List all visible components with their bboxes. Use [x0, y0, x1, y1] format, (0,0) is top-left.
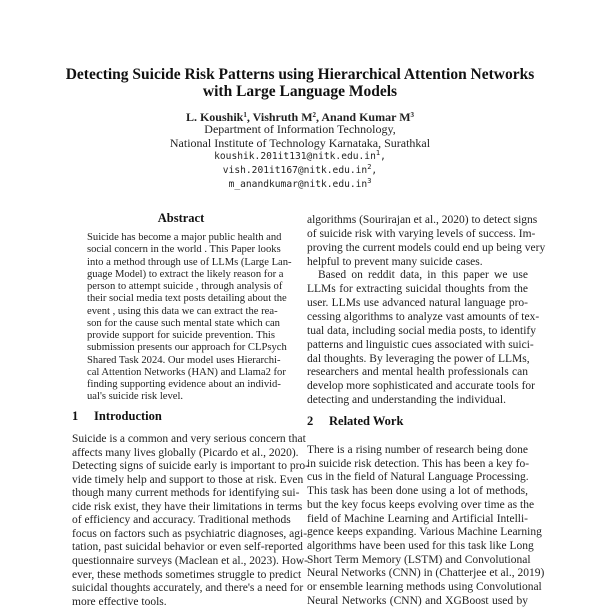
department: Department of Information Technology,: [204, 122, 396, 136]
institute: National Institute of Technology Karnataka, Surathkal: [169, 136, 431, 150]
email-text: vish.201it167@nitk.edu.in: [222, 165, 368, 176]
email-text: m_anandkumar@nitk.edu.in: [228, 179, 368, 190]
text-line: event , using this data we can extract the rea-: [87, 305, 278, 317]
text-line: helpful to prevent many suicide cases.: [307, 255, 483, 268]
text-line: proving the current models could end up being very: [307, 241, 546, 254]
text-line: though many current methods for identifying sui-: [72, 487, 300, 500]
text-line: guage Model) to extract the likely reason for a: [87, 268, 284, 280]
text-line: in suicide risk detection. This has been a key fo-: [307, 457, 530, 470]
text-line: questionnaire surveys (Maclean et al., 2023). How-: [72, 554, 308, 567]
email-mark: 2: [367, 163, 372, 171]
text-line: cus in the field of Natural Language Processing.: [307, 471, 529, 484]
text-line: tation, past suicidal behavior or even self-reported: [72, 541, 303, 554]
email-mark: 3: [367, 177, 372, 185]
author-name: Anand Kumar M: [321, 110, 411, 124]
text-line: Detecting signs of suicide early is important to pro-: [72, 460, 309, 473]
email-text: koushik.201it131@nitk.edu.in: [214, 151, 376, 162]
text-line: This task has been done using a lot of methods,: [307, 485, 528, 498]
text-line: of suicide risk with varying levels of success. Im-: [307, 227, 536, 240]
section-number: 1: [72, 409, 79, 423]
text-line: ever, these methods sometimes struggle to predict: [72, 568, 302, 581]
author-affiliation-mark: 1: [243, 111, 247, 119]
author-email: [0, 179, 600, 190]
text-line: more effective tools.: [72, 595, 167, 608]
author-name: L. Koushik: [185, 110, 244, 124]
author-affiliation-mark: 3: [410, 111, 415, 119]
section-heading-related-work: [307, 414, 403, 429]
text-line: Shared Task 2024. Our model uses Hierarchi-: [87, 354, 281, 366]
text-line: detecting and understanding the individual.: [307, 394, 506, 407]
email-sep: ,: [380, 151, 386, 162]
text-line: focus on factors such as psychiatric diagnoses, agi-: [72, 527, 308, 540]
text-line: Neural Networks (CNN) in (Chatterjee et al., 2019): [307, 567, 545, 580]
text-line: their social media text posts detailing about the: [87, 293, 287, 305]
author-name: Vishruth M: [252, 110, 313, 124]
author-list: L. Koushik$^1$, Vishruth $M^2$, Anand Kumar $M^3$: [185, 110, 415, 124]
text-line: into a method through use of LLMs (Large Lan-: [87, 256, 292, 268]
text-line: patterns and linguistic cues associated with suici-: [307, 338, 534, 351]
text-line: dal thoughts. By leveraging the power of LLMs,: [307, 352, 530, 365]
section-number: 2: [307, 414, 314, 428]
text-line: algorithms (Sourirajan et al., 2020) to detect signs: [307, 214, 538, 226]
section-title: Introduction: [94, 409, 162, 423]
text-line: vide timely help and support to those at risk. Even: [72, 473, 304, 486]
text-line: Suicide has become a major public health and: [87, 232, 282, 243]
text-line: of efficiency and accuracy. Traditional methods: [72, 514, 291, 527]
text-line: researchers and mental health professionals can: [307, 366, 528, 379]
text-line: Based on reddit data, in this paper we use: [318, 269, 528, 282]
text-line: Neural Networks (CNN) and XGBoost used by: [307, 594, 528, 607]
text-line: finding supporting evidence about an individ-: [87, 379, 281, 390]
author-affiliation-mark: 2: [312, 111, 317, 119]
text-line: ual's suicide risk level.: [87, 391, 184, 403]
text-line: person to attempt suicide , through analysis of: [87, 281, 283, 292]
text-line: cide risk exist, they have their limitations in terms: [72, 500, 303, 513]
text-line: or ensemble learning methods using Convolutional: [307, 581, 542, 593]
section-title: Related Work: [329, 414, 404, 428]
text-line: provide support for suicide prevention. This: [87, 330, 275, 341]
text-line: algorithms have been used for this task like Long: [307, 539, 534, 552]
email-sep: ,: [371, 165, 378, 176]
paper-title-line-2: with Large Language Models: [202, 83, 398, 100]
text-line: Short Term Memory (LSTM) and Convolutional: [307, 553, 531, 566]
text-line: cal Attention Networks (HAN) and Llama2 for: [87, 366, 286, 378]
text-line: but the key focus keeps evolving over time as the: [307, 498, 535, 511]
text-line: tual data, including social media posts, to identify: [307, 324, 536, 337]
text-line: LLMs for extracting suicidal thoughts from the: [307, 283, 528, 296]
text-line: son for the cause such mental state which can: [87, 317, 280, 329]
text-line: develop more sophisticated and accurate tools for: [307, 380, 536, 393]
text-line: affects many lives globally (Picardo et al., 2020).: [72, 446, 299, 459]
email-mark: 1: [375, 149, 381, 157]
section-heading-introduction: [72, 409, 162, 424]
text-line: gence keeps expanding. Various Machine Learning: [307, 526, 542, 539]
text-line: field of Machine Learning and Artificial Intelli-: [307, 512, 528, 525]
text-line: There is a rising number of research being done: [307, 444, 528, 456]
text-line: suicidal thoughts accurately, and there's a need for: [72, 582, 304, 595]
text-line: user. LLMs use advanced natural language pro-: [307, 297, 528, 310]
text-line: submission presents our approach for CLPsych: [87, 342, 287, 354]
author-email: [0, 151, 600, 162]
text-line: social concern in the world . This Paper looks: [87, 244, 281, 256]
abstract-heading: Abstract: [157, 211, 205, 225]
paper-title-line-1: Detecting Suicide Risk Patterns using Hierarchical Attention Networks: [65, 66, 535, 83]
text-line: cessing algorithms to analyze vast amounts of tex-: [307, 310, 540, 323]
text-line: Suicide is a common and very serious concern that: [72, 433, 306, 445]
author-email: [0, 165, 600, 176]
